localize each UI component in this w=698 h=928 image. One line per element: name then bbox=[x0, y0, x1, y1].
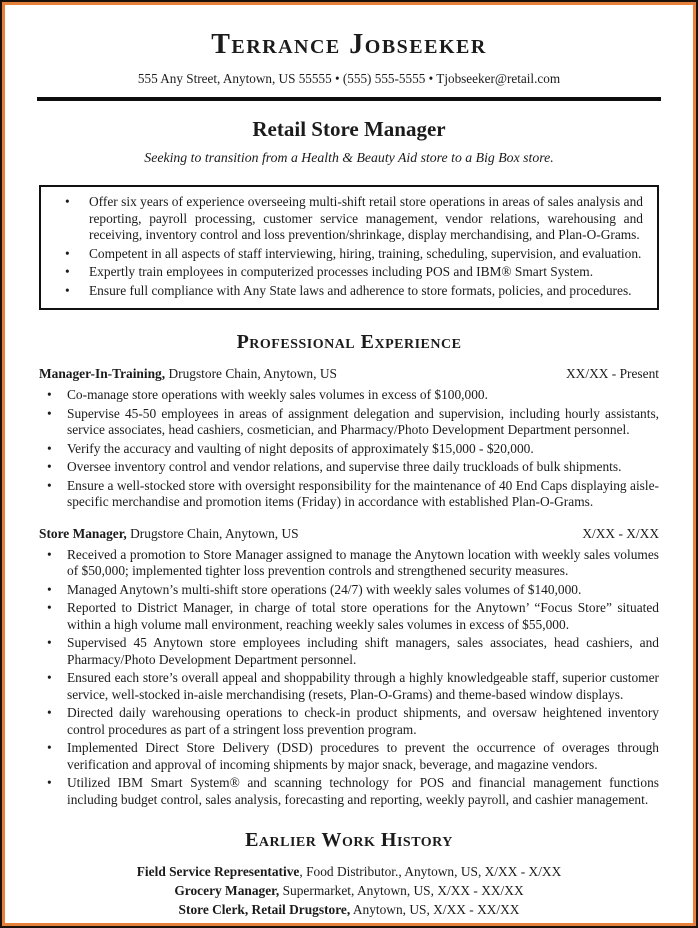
resume-title: Retail Store Manager bbox=[252, 117, 446, 142]
section-heading-earlier-work: Earlier Work History bbox=[245, 829, 453, 852]
job-bullet: • Managed Anytown’s multi-shift store operations (24/7) with weekly sales volumes of $140,000. bbox=[39, 582, 659, 599]
job-entry-store-manager bbox=[39, 525, 659, 809]
job-bullet: • Supervised 45 Anytown store employees including shift managers, sales associates, head cashiers, and Pharmacy/Photo Development Department personnel. bbox=[39, 635, 659, 668]
job-title: Store Manager, bbox=[39, 525, 127, 541]
resume-document bbox=[2, 2, 696, 926]
section-heading-experience: Professional Experience bbox=[236, 331, 462, 354]
job-bullet: • Co-manage store operations with weekly sales volumes in excess of $100,000. bbox=[39, 387, 659, 404]
earlier-detail: , Food Distributor., Anytown, US, X/XX - X/XX bbox=[299, 864, 562, 880]
earlier-work-list bbox=[39, 862, 659, 919]
summary-list bbox=[41, 194, 647, 299]
job-bullet: • Directed daily warehousing operations to check-in product shipments, and oversaw heightened inventory control procedures as part of a stringent loss prevention program. bbox=[39, 705, 659, 738]
header-divider bbox=[37, 97, 661, 101]
job-bullet: • Implemented Direct Store Delivery (DSD) procedures to prevent the occurrence of overages through verification and approval of incoming shipments by major snack, beverage, and magazine vendors. bbox=[39, 740, 659, 773]
earlier-role: Store Clerk, Retail Drugstore, bbox=[178, 902, 351, 918]
job-bullet-list bbox=[39, 387, 659, 511]
earlier-work-entry bbox=[39, 881, 659, 900]
job-dates: X/XX - X/XX bbox=[582, 525, 659, 541]
candidate-name: Terrance Jobseeker bbox=[211, 29, 487, 60]
summary-item: • Competent in all aspects of staff interviewing, hiring, training, scheduling, supervision, and evaluation. bbox=[41, 246, 647, 263]
objective-line: Seeking to transition from a Health & Beauty Aid store to a Big Box store. bbox=[144, 150, 554, 166]
job-bullet-list bbox=[39, 547, 659, 809]
job-bullet: • Oversee inventory control and vendor relations, and supervise three daily truckloads of bulk shipments. bbox=[39, 459, 659, 476]
contact-line: 555 Any Street, Anytown, US 55555 • (555) 555-5555 • Tjobseeker@retail.com bbox=[137, 71, 561, 87]
job-header bbox=[39, 525, 659, 542]
job-dates: XX/XX - Present bbox=[566, 366, 659, 382]
job-bullet: • Ensure a well-stocked store with oversight responsibility for the maintenance of 40 End Caps displaying aisle-specific merchandise and promotion items (Friday) in accordance with established Plan-O-Grams. bbox=[39, 478, 659, 511]
job-title: Manager-In-Training, bbox=[39, 366, 166, 382]
job-entry-manager-in-training bbox=[39, 365, 659, 511]
job-bullet: • Utilized IBM Smart System® and scanning technology for POS and financial management functions including budget control, sales analysis, forecasting and reporting, weekly payroll, and cashier management. bbox=[39, 775, 659, 808]
job-title-line bbox=[39, 365, 337, 382]
job-bullet: • Supervise 45-50 employees in areas of assignment delegation and supervision, including hourly assistants, service associates, head cashiers, cosmetician, and Pharmacy/Photo Development Department personnel. bbox=[39, 406, 659, 439]
job-title-line bbox=[39, 525, 299, 542]
earlier-detail: Supermarket, Anytown, US, X/XX - XX/XX bbox=[279, 883, 524, 899]
summary-item: • Expertly train employees in computerized processes including POS and IBM® Smart System. bbox=[41, 264, 647, 281]
earlier-role: Field Service Representative bbox=[136, 864, 300, 880]
job-bullet: • Reported to District Manager, in charge of total store operations for the Anytown’ “Focus Store” situated within a high volume mall environment, reaching weekly sales volumes in excess of $55,000. bbox=[39, 600, 659, 633]
earlier-detail: Anytown, US, X/XX - XX/XX bbox=[350, 902, 520, 918]
job-bullet: • Received a promotion to Store Manager assigned to manage the Anytown location with weekly sales volumes of $50,000; implemented tighter loss prevention controls and strengthened security measures. bbox=[39, 547, 659, 580]
summary-item: • Offer six years of experience overseeing multi-shift retail store operations in areas of sales analysis and reporting, payroll processing, customer service management, vendor relations, warehousing and receiving, inventory control and loss prevention/shrinkage, display merchandising, and Plan-O-Grams. bbox=[41, 194, 647, 244]
earlier-role: Grocery Manager, bbox=[174, 883, 280, 899]
earlier-work-entry bbox=[39, 862, 659, 881]
job-header bbox=[39, 365, 659, 382]
job-bullet: • Ensured each store’s overall appeal and shoppability through a highly knowledgeable staff, superior customer service, well-stocked in-aisle merchandising (resets, Plan-O-Grams) and theme-based window displays. bbox=[39, 670, 659, 703]
job-company: Drugstore Chain, Anytown, US bbox=[126, 525, 299, 541]
job-company: Drugstore Chain, Anytown, US bbox=[165, 366, 337, 382]
job-bullet: • Verify the accuracy and vaulting of night deposits of approximately $15,000 - $20,000. bbox=[39, 441, 659, 458]
earlier-work-entry bbox=[39, 900, 659, 919]
summary-box bbox=[39, 185, 659, 310]
summary-item: • Ensure full compliance with Any State laws and adherence to store formats, policies, and procedures. bbox=[41, 283, 647, 300]
